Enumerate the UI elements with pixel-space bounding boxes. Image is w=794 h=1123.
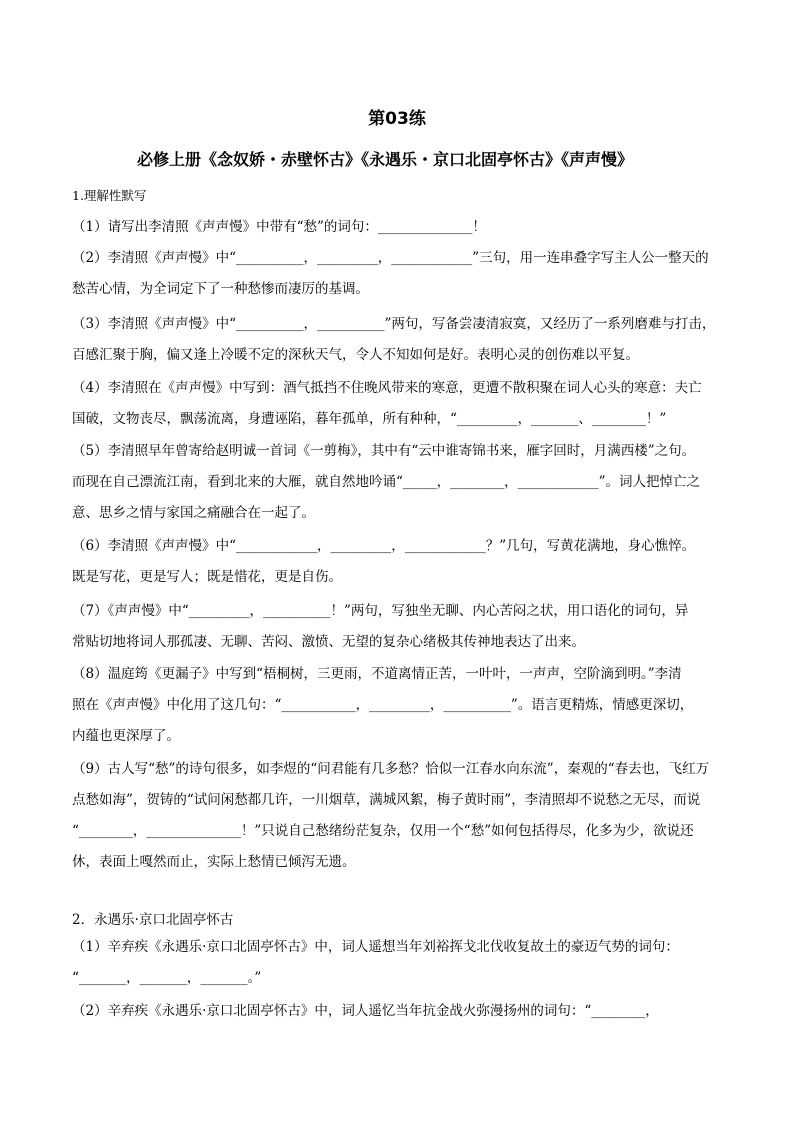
page-subtitle: 必修上册《念奴娇・赤壁怀古》《永遇乐・京口北固亭怀古》《声声慢》 (137, 150, 634, 169)
question-line: （3）李清照《声声慢》中“__________，__________”两句，写备尝凄清寂寞，又经历了一系列磨难与打击， (72, 316, 716, 332)
question-line: 常贴切地将词人那孤凄、无聊、苦闷、激愤、无望的复杂心绪极其传神地表达了出来。 (72, 634, 585, 650)
page-title: 第03练 (368, 109, 426, 129)
question-2-1 (72, 932, 724, 994)
question-1-7 (72, 596, 724, 658)
question-1-5 (72, 436, 724, 529)
question-line: （5）李清照早年曾寄给赵明诚一首词《一剪梅》，其中有“云中谁寄锦书来，雁字回时，月满西楼”之句。 (72, 443, 696, 459)
question-line: 而现在自己漂流江南，看到北来的大雁，就自然地吟诵“_____，________，____________”。词人把悼亡之 (72, 474, 701, 490)
question-line: 百感汇聚于胸，偏又逢上冷暖不定的深秋天气，令人不知如何是好。表明心灵的创伤难以平复。 (72, 347, 639, 363)
question-1-1 (72, 212, 724, 243)
question-line: （1）辛弃疾《永遇乐·京口北固亭怀古》中，词人遥想当年刘裕挥戈北伐收复故土的豪迈气势的词句： (72, 939, 679, 955)
question-1-2 (72, 243, 724, 305)
question-1-9 (72, 754, 724, 878)
question-line: （7）《声声慢》中“_________，__________！”两句，写独坐无聊、内心苦闷之状，用口语化的词句，异 (72, 603, 689, 619)
section-heading-1: 1.理解性默写 (72, 188, 147, 203)
question-line: 照在《声声慢》中化用了这几句：“___________，_________，__________”。语言更精炼，情感更深切， (72, 697, 694, 713)
question-line: （6）李清照《声声慢》中“____________，_________，____________？”几句，写黄花满地，身心憔悴。 (72, 538, 696, 554)
question-line: “________，______________！”只说自己愁绪纷茫复杂，仅用一个“愁”如何包括得尽，化多为少，欲说还 (72, 823, 694, 839)
question-1-8 (72, 659, 724, 752)
section-heading-2: 2．永遇乐·京口北固亭怀古 (72, 912, 234, 928)
question-line: 点愁如海”，贺铸的“试问闲愁都几许，一川烟草，满城风絮，梅子黄时雨”，李清照却不说愁之无尽，而说 (72, 792, 701, 808)
question-line: （2）辛弃疾《永遇乐·京口北固亭怀古》中，词人遥忆当年抗金战火弥漫扬州的词句：“________， (72, 1003, 659, 1019)
question-line: （2）李清照《声声慢》中“__________，_________，____________”三句，用一连串叠字写主人公一整天的 (72, 250, 709, 266)
question-line: 休，表面上嘎然而止，实际上愁情已倾泻无遗。 (72, 854, 356, 870)
question-line: 内蕴也更深厚了。 (72, 728, 180, 744)
question-line: “_______，_______，_______。” (72, 970, 262, 986)
question-line: 国破，文物丧尽，飘荡流离，身遭诬陷，暮年孤单，所有种种，“_________，_______、________！” (72, 411, 667, 427)
question-line: 意、思乡之情与家国之痛融合在一起了。 (72, 505, 315, 521)
question-line: 愁苦心情，为全词定下了一种愁惨而凄厉的基调。 (72, 281, 369, 297)
question-line: 既是写花，更是写人；既是惜花，更是自伤。 (72, 569, 342, 585)
question-line: （1）请写出李清照《声声慢》中带有“愁”的词句：______________！ (72, 219, 486, 235)
question-line: （4）李清照在《声声慢》中写到：酒气抵挡不住晚风带来的寒意，更遭不散积聚在词人心头的寒意：夫亡 (72, 380, 702, 396)
question-line: （8）温庭筠《更漏子》中写到“梧桐树，三更雨，不道离情正苦，一叶叶，一声声，空阶滴到明。”李清 (72, 666, 682, 682)
question-line: （9）古人写“愁”的诗句很多，如李煜的“问君能有几多愁？恰似一江春水向东流”，秦观的“春去也，飞红万 (72, 761, 710, 777)
question-1-6 (72, 531, 724, 593)
question-2-2 (72, 996, 724, 1027)
question-1-3 (72, 309, 724, 371)
question-1-4 (72, 373, 724, 435)
